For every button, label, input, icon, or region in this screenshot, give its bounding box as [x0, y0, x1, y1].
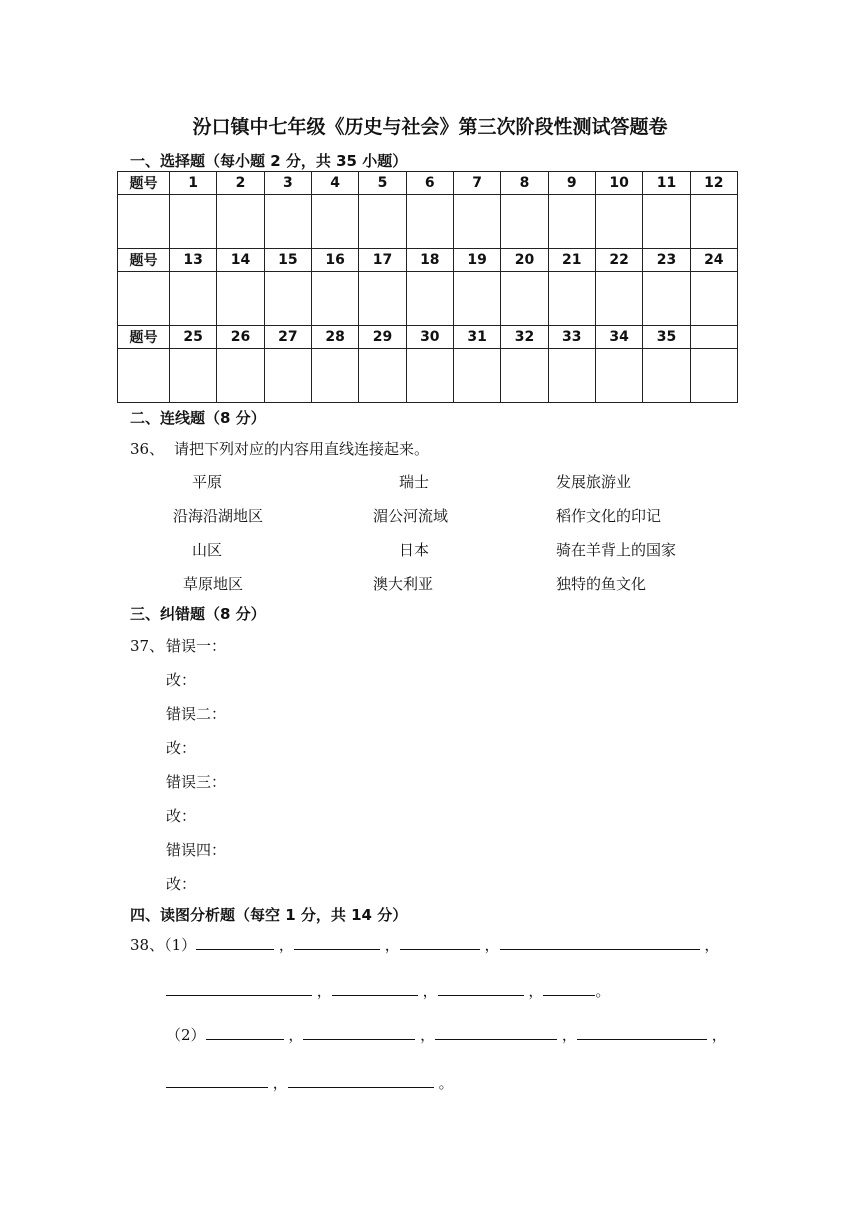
question-number-cell: 13	[170, 249, 217, 272]
correction-line: 错误二：	[166, 705, 227, 723]
part-label: （2）	[166, 1026, 206, 1044]
question-number-cell: 9	[548, 172, 595, 195]
answer-row	[118, 349, 738, 403]
separator: ，	[384, 936, 400, 954]
answer-cell[interactable]	[643, 349, 690, 403]
question-number-cell: 15	[264, 249, 311, 272]
answer-cell[interactable]	[690, 349, 737, 403]
answer-blank[interactable]	[303, 1025, 415, 1040]
correction-line: 改：	[166, 671, 197, 689]
match-col3-item: 发展旅游业	[556, 473, 632, 491]
section1-heading: 一、选择题（每小题 2 分，共 35 小题）	[130, 152, 408, 170]
question-number-cell: 27	[264, 326, 311, 349]
question-number-cell: 2	[217, 172, 264, 195]
answer-cell[interactable]	[217, 349, 264, 403]
separator: ，	[316, 982, 332, 1000]
number-row	[118, 326, 738, 349]
answer-blank[interactable]	[332, 981, 418, 996]
answer-cell[interactable]	[643, 195, 690, 249]
separator: ，	[484, 936, 500, 954]
answer-cell[interactable]	[548, 195, 595, 249]
answer-blank[interactable]	[166, 981, 312, 996]
question-38-line	[130, 934, 719, 955]
separator: ，	[288, 1026, 304, 1044]
correction-line: 错误三：	[166, 773, 227, 791]
answer-label-cell	[118, 272, 170, 326]
separator: ，	[420, 1026, 436, 1044]
separator: ，	[528, 982, 544, 1000]
answer-blank[interactable]	[206, 1025, 284, 1040]
answer-cell[interactable]	[311, 195, 358, 249]
question-36-number: 36、	[130, 440, 165, 458]
answer-cell[interactable]	[548, 272, 595, 326]
answer-cell[interactable]	[311, 272, 358, 326]
question-38-line	[166, 980, 610, 1001]
question-number-cell: 23	[643, 249, 690, 272]
answer-cell[interactable]	[359, 272, 406, 326]
answer-cell[interactable]	[453, 349, 500, 403]
answer-cell[interactable]	[690, 272, 737, 326]
correction-line: 错误四：	[166, 841, 227, 859]
match-col2-item: 澳大利亚	[373, 575, 434, 593]
question-number-cell: 6	[406, 172, 453, 195]
separator: ，	[561, 1026, 577, 1044]
answer-cell[interactable]	[690, 195, 737, 249]
separator: ，	[272, 1074, 288, 1092]
question-number-cell: 28	[311, 326, 358, 349]
correction-line: 改：	[166, 807, 197, 825]
page-title: 汾口镇中七年级《历史与社会》第三次阶段性测试答题卷	[192, 116, 668, 138]
question-number-cell: 25	[170, 326, 217, 349]
correction-line: 改：	[166, 739, 197, 757]
match-col2-item: 日本	[399, 541, 430, 559]
question-number-cell: 35	[643, 326, 690, 349]
question-number-cell: 33	[548, 326, 595, 349]
separator: ，	[278, 936, 294, 954]
question-number-cell: 20	[501, 249, 548, 272]
correction-line: 错误一：	[166, 637, 227, 655]
answer-cell[interactable]	[501, 272, 548, 326]
question-number-cell: 24	[690, 249, 737, 272]
question-number-cell: 31	[453, 326, 500, 349]
match-col3-item: 骑在羊背上的国家	[556, 541, 677, 559]
section2-heading: 二、连线题（8 分）	[130, 409, 266, 427]
answer-row	[118, 272, 738, 326]
question-36-instruction: 请把下列对应的内容用直线连接起来。	[174, 440, 430, 458]
row-label: 题号	[118, 172, 170, 195]
question-number-cell: 3	[264, 172, 311, 195]
answer-grid	[117, 171, 738, 403]
answer-cell[interactable]	[501, 349, 548, 403]
question-number-cell: 34	[595, 326, 642, 349]
question-37-number: 37、	[130, 637, 165, 655]
answer-cell[interactable]	[595, 272, 642, 326]
match-col1-item: 草原地区	[183, 575, 244, 593]
answer-cell[interactable]	[311, 349, 358, 403]
period: 。	[438, 1074, 454, 1092]
answer-cell[interactable]	[170, 272, 217, 326]
question-number-cell: 5	[359, 172, 406, 195]
answer-cell[interactable]	[406, 272, 453, 326]
answer-cell[interactable]	[264, 349, 311, 403]
answer-cell[interactable]	[359, 349, 406, 403]
question-number-cell: 19	[453, 249, 500, 272]
question-number-cell	[690, 326, 737, 349]
answer-blank[interactable]	[288, 1073, 434, 1088]
correction-line: 改：	[166, 875, 197, 893]
answer-cell[interactable]	[643, 272, 690, 326]
answer-blank[interactable]	[294, 935, 380, 950]
answer-cell[interactable]	[453, 195, 500, 249]
answer-cell[interactable]	[453, 272, 500, 326]
question-number-cell: 8	[501, 172, 548, 195]
section4-heading: 四、读图分析题（每空 1 分，共 14 分）	[130, 906, 408, 924]
answer-cell[interactable]	[264, 195, 311, 249]
answer-cell[interactable]	[359, 195, 406, 249]
answer-cell[interactable]	[406, 349, 453, 403]
answer-blank[interactable]	[543, 981, 595, 996]
answer-cell[interactable]	[501, 195, 548, 249]
match-col2-item: 湄公河流域	[373, 507, 449, 525]
answer-row	[118, 195, 738, 249]
answer-blank[interactable]	[577, 1025, 707, 1040]
question-number-cell: 4	[311, 172, 358, 195]
answer-cell[interactable]	[548, 349, 595, 403]
question-38-number: 38、	[130, 936, 165, 954]
question-number-cell: 29	[359, 326, 406, 349]
separator: ，	[711, 1026, 727, 1044]
separator: ，	[422, 982, 438, 1000]
answer-cell[interactable]	[170, 349, 217, 403]
question-number-cell: 30	[406, 326, 453, 349]
row-label: 题号	[118, 249, 170, 272]
match-col1-item: 山区	[192, 541, 223, 559]
answer-blank[interactable]	[196, 935, 274, 950]
answer-cell[interactable]	[217, 272, 264, 326]
question-number-cell: 17	[359, 249, 406, 272]
answer-cell[interactable]	[217, 195, 264, 249]
question-number-cell: 1	[170, 172, 217, 195]
period: 。	[595, 982, 611, 1000]
row-label: 题号	[118, 326, 170, 349]
question-number-cell: 7	[453, 172, 500, 195]
answer-blank[interactable]	[435, 1025, 557, 1040]
answer-blank[interactable]	[400, 935, 480, 950]
part-label: （1）	[164, 936, 197, 954]
question-38-line	[166, 1072, 454, 1093]
separator: ，	[704, 936, 720, 954]
question-number-cell: 18	[406, 249, 453, 272]
answer-cell[interactable]	[595, 349, 642, 403]
answer-label-cell	[118, 195, 170, 249]
match-col2-item: 瑞士	[399, 473, 430, 491]
question-number-cell: 11	[643, 172, 690, 195]
question-number-cell: 10	[595, 172, 642, 195]
question-number-cell: 32	[501, 326, 548, 349]
answer-blank[interactable]	[500, 935, 700, 950]
answer-blank[interactable]	[166, 1073, 268, 1088]
question-number-cell: 26	[217, 326, 264, 349]
answer-cell[interactable]	[595, 195, 642, 249]
question-number-cell: 14	[217, 249, 264, 272]
question-38-line	[166, 1024, 727, 1045]
answer-label-cell	[118, 349, 170, 403]
number-row	[118, 172, 738, 195]
match-col3-item: 稻作文化的印记	[556, 507, 662, 525]
question-number-cell: 22	[595, 249, 642, 272]
question-number-cell: 12	[690, 172, 737, 195]
section3-heading: 三、纠错题（8 分）	[130, 605, 266, 623]
question-number-cell: 21	[548, 249, 595, 272]
match-col3-item: 独特的鱼文化	[556, 575, 647, 593]
match-col1-item: 沿海沿湖地区	[173, 507, 264, 525]
answer-cell[interactable]	[264, 272, 311, 326]
answer-cell[interactable]	[170, 195, 217, 249]
answer-blank[interactable]	[438, 981, 524, 996]
match-col1-item: 平原	[192, 473, 223, 491]
answer-cell[interactable]	[406, 195, 453, 249]
number-row	[118, 249, 738, 272]
question-number-cell: 16	[311, 249, 358, 272]
